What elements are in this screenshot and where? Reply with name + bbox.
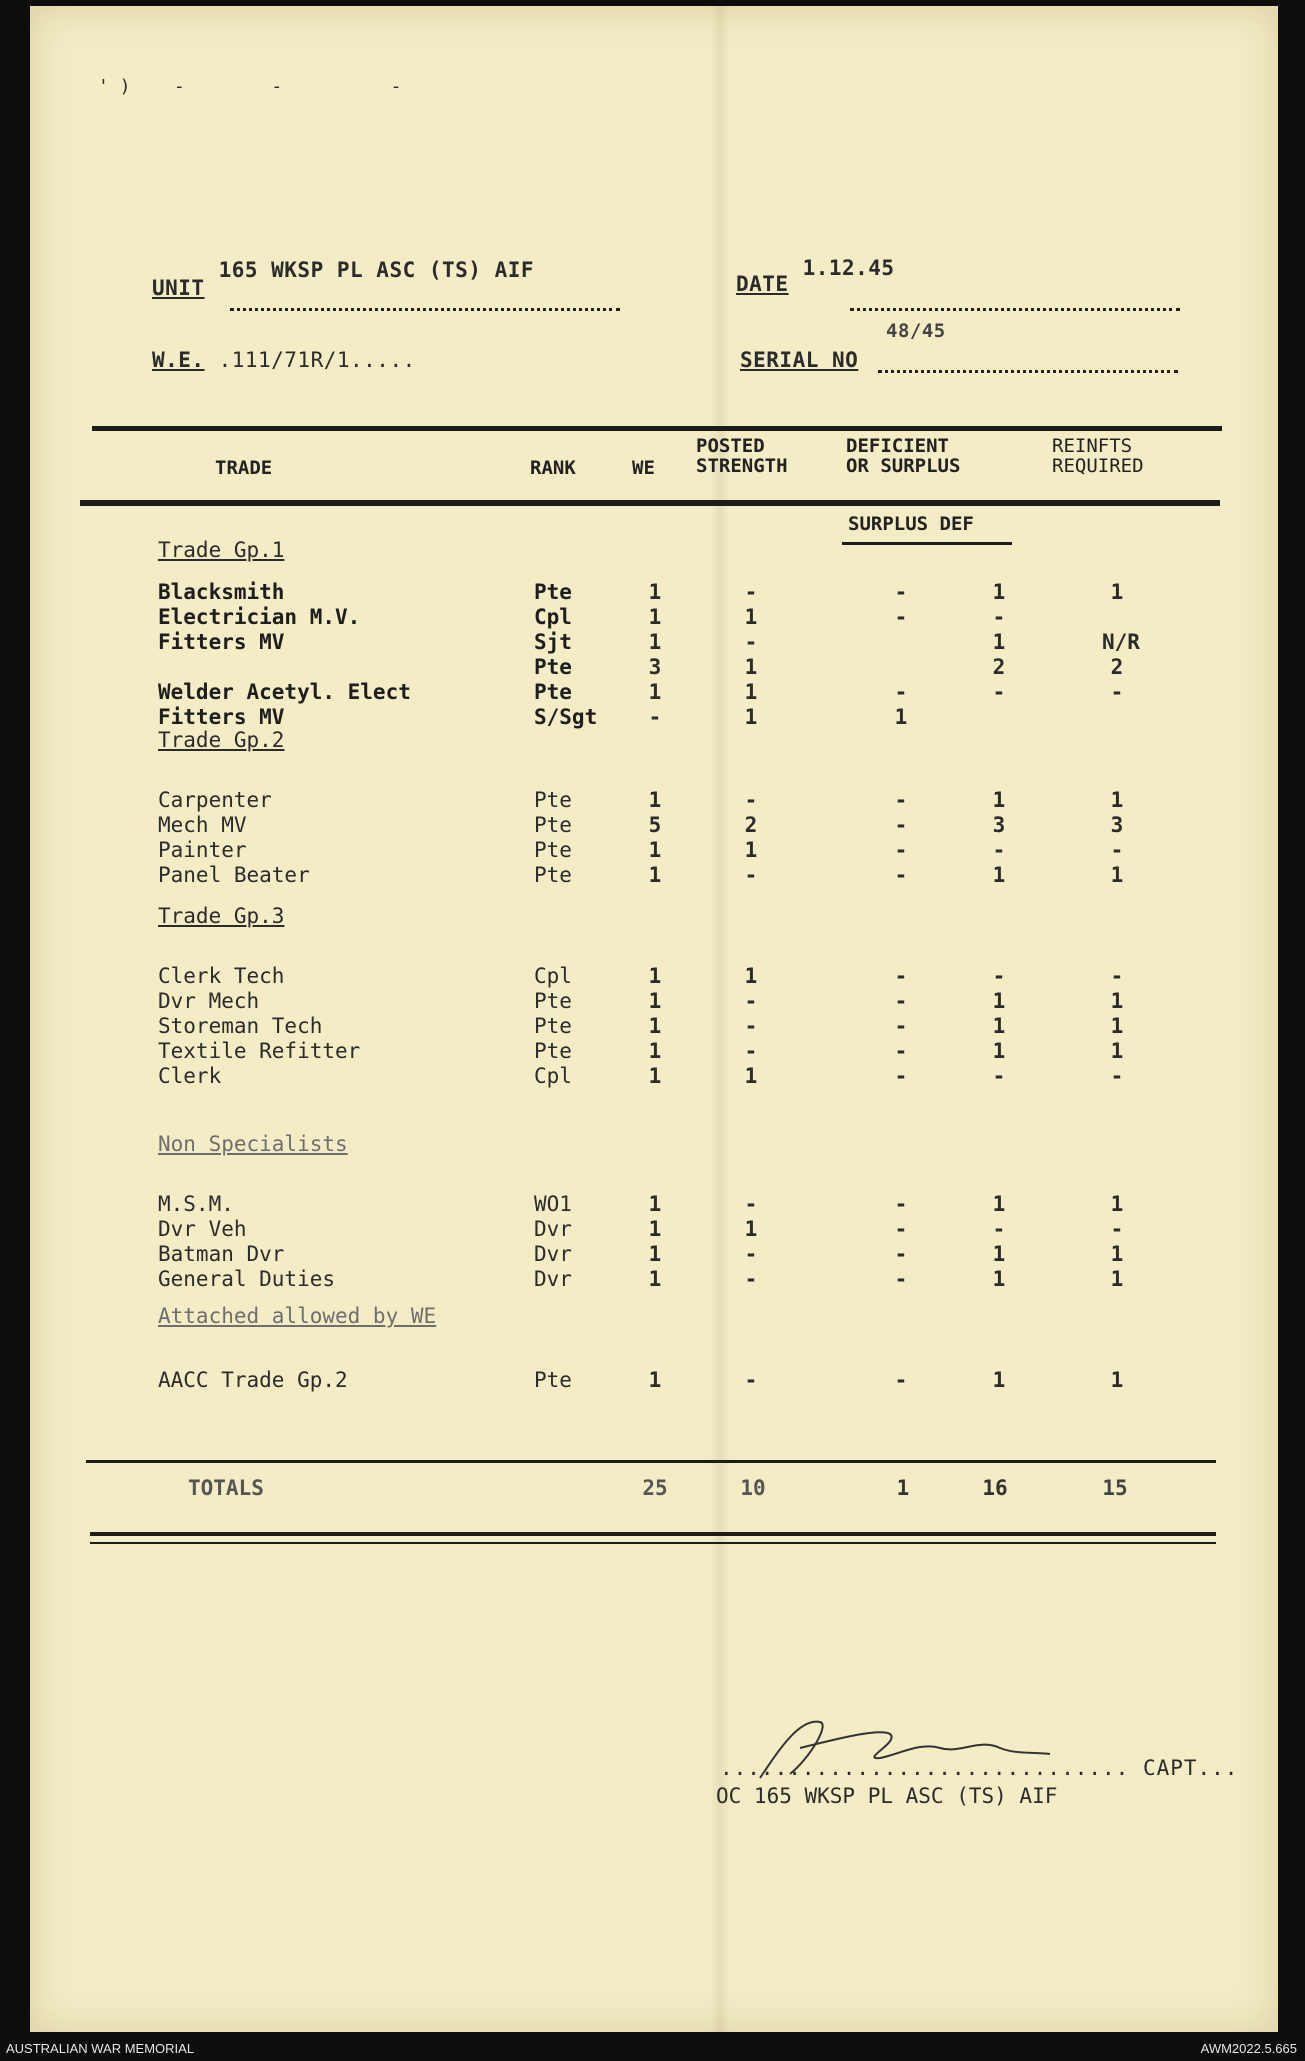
cell-we: 1 xyxy=(648,989,662,1013)
cell-surplus: - xyxy=(894,863,908,887)
cell-req: 2 xyxy=(1110,655,1124,679)
cell-posted: 1 xyxy=(744,655,758,679)
cell-surplus: - xyxy=(894,989,908,1013)
cell-trade: Storeman Tech xyxy=(158,1014,323,1038)
cell-rank: Cpl xyxy=(534,605,572,629)
cell-we: 1 xyxy=(648,1368,662,1392)
unit-value: 165 WKSP PL ASC (TS) AIF xyxy=(218,258,535,282)
serial-value: 48/45 xyxy=(886,320,946,342)
cell-surplus: - xyxy=(894,788,908,812)
cell-posted: 1 xyxy=(744,1064,758,1088)
cell-rank: Pte xyxy=(534,655,572,679)
cell-posted: 2 xyxy=(744,813,758,837)
cell-we: 1 xyxy=(648,1242,662,1266)
cell-req: 1 xyxy=(1110,788,1124,812)
cell-def: 1 xyxy=(992,1192,1006,1216)
cell-rank: Cpl xyxy=(534,964,572,988)
cell-def: 1 xyxy=(992,1014,1006,1038)
surplus-def-rule xyxy=(842,542,1012,545)
totals-req: 15 xyxy=(1102,1476,1128,1500)
totals-label: TOTALS xyxy=(188,1476,264,1500)
signature-title: OC 165 WKSP PL ASC (TS) AIF xyxy=(716,1784,1058,1808)
cell-req: 1 xyxy=(1110,1014,1124,1038)
cell-surplus: - xyxy=(894,1014,908,1038)
cell-req: 1 xyxy=(1110,1267,1124,1291)
cell-surplus: - xyxy=(894,1217,908,1241)
cell-surplus: - xyxy=(894,1192,908,1216)
we-label: W.E. xyxy=(152,348,205,372)
cell-def: 1 xyxy=(992,788,1006,812)
footer-right: AWM2022.5.665 xyxy=(1200,2041,1297,2056)
cell-rank: S/Sgt xyxy=(534,705,598,729)
signature-dots: .............................. CAPT... xyxy=(720,1756,1239,1780)
cell-posted: 1 xyxy=(744,1217,758,1241)
cell-posted: - xyxy=(744,1014,758,1038)
cell-trade: Welder Acetyl. Elect xyxy=(158,680,411,704)
serial-line xyxy=(740,348,872,372)
cell-rank: Dvr xyxy=(534,1267,572,1291)
group-title: Trade Gp.2 xyxy=(158,728,285,752)
cell-posted: - xyxy=(744,1242,758,1266)
col-deficient xyxy=(846,436,960,476)
cell-surplus: - xyxy=(894,605,908,629)
serial-dotted-line xyxy=(878,370,1178,373)
cell-we: 1 xyxy=(648,605,662,629)
date-line xyxy=(736,256,895,296)
cell-rank: Pte xyxy=(534,813,572,837)
cell-rank: Pte xyxy=(534,580,572,604)
cell-def: - xyxy=(992,1217,1006,1241)
totals-def: 16 xyxy=(982,1476,1008,1500)
cell-posted: - xyxy=(744,1192,758,1216)
cell-surplus: - xyxy=(894,964,908,988)
col-reinf xyxy=(1052,436,1144,476)
cell-surplus: - xyxy=(894,1064,908,1088)
cell-we: 1 xyxy=(648,1014,662,1038)
cell-surplus: - xyxy=(894,1368,908,1392)
cell-we: 1 xyxy=(648,838,662,862)
cell-trade: M.S.M. xyxy=(158,1192,234,1216)
group-title: Non Specialists xyxy=(158,1132,348,1156)
cell-req: N/R xyxy=(1102,630,1140,654)
cell-trade: Fitters MV xyxy=(158,630,285,654)
cell-surplus: - xyxy=(894,838,908,862)
cell-req: 1 xyxy=(1110,989,1124,1013)
cell-def: 1 xyxy=(992,863,1006,887)
cell-req: - xyxy=(1110,1217,1124,1241)
col-reinf-1: REINFTS xyxy=(1052,435,1133,457)
cell-we: 1 xyxy=(648,680,662,704)
cell-posted: - xyxy=(744,989,758,1013)
cell-trade: AACC Trade Gp.2 xyxy=(158,1368,348,1392)
totals-posted: 10 xyxy=(740,1476,766,1500)
cell-posted: - xyxy=(744,1267,758,1291)
cell-trade: Carpenter xyxy=(158,788,272,812)
cell-trade: Panel Beater xyxy=(158,863,310,887)
document-page xyxy=(30,6,1278,2032)
cell-surplus: - xyxy=(894,1267,908,1291)
cell-surplus: - xyxy=(894,1039,908,1063)
table-top-rule xyxy=(92,426,1222,431)
cell-req: - xyxy=(1110,964,1124,988)
cell-req: 1 xyxy=(1110,1368,1124,1392)
archive-footer xyxy=(0,2035,1305,2061)
cell-req: 1 xyxy=(1110,1192,1124,1216)
date-label: DATE xyxy=(736,272,789,296)
cell-def: - xyxy=(992,964,1006,988)
cell-req: 1 xyxy=(1110,1242,1124,1266)
cell-we: 1 xyxy=(648,1064,662,1088)
cell-surplus: - xyxy=(894,1242,908,1266)
cell-def: - xyxy=(992,838,1006,862)
col-surplus-def: SURPLUS DEF xyxy=(848,513,974,535)
cell-we: 1 xyxy=(648,964,662,988)
cell-trade: Blacksmith xyxy=(158,580,285,604)
cell-rank: Cpl xyxy=(534,1064,572,1088)
unit-line xyxy=(152,258,535,300)
cell-trade: Mech MV xyxy=(158,813,247,837)
cell-rank: Pte xyxy=(534,1039,572,1063)
cell-rank: Pte xyxy=(534,863,572,887)
totals-top-rule xyxy=(86,1460,1216,1463)
cell-req: 1 xyxy=(1110,1039,1124,1063)
group-title: Trade Gp.1 xyxy=(158,538,285,562)
cell-def: 1 xyxy=(992,1368,1006,1392)
cell-trade: Painter xyxy=(158,838,247,862)
cell-surplus: - xyxy=(894,680,908,704)
cell-trade: General Duties xyxy=(158,1267,336,1291)
cell-trade: Electrician M.V. xyxy=(158,605,361,629)
cell-def: 2 xyxy=(992,655,1006,679)
cell-we: 1 xyxy=(648,1039,662,1063)
cell-posted: 1 xyxy=(744,964,758,988)
cell-def: - xyxy=(992,680,1006,704)
cell-rank: Pte xyxy=(534,1368,572,1392)
cell-posted: - xyxy=(744,788,758,812)
date-dotted-line xyxy=(850,308,1180,311)
cell-req: - xyxy=(1110,838,1124,862)
cell-we: - xyxy=(648,705,662,729)
col-posted-2: STRENGTH xyxy=(696,455,788,477)
cell-rank: Pte xyxy=(534,989,572,1013)
unit-label: UNIT xyxy=(152,276,205,300)
cell-posted: - xyxy=(744,1039,758,1063)
cell-def: 1 xyxy=(992,1267,1006,1291)
cell-def: - xyxy=(992,605,1006,629)
cell-def: 1 xyxy=(992,1242,1006,1266)
col-deficient-2: OR SURPLUS xyxy=(846,455,961,477)
cell-rank: WO1 xyxy=(534,1192,572,1216)
cell-we: 1 xyxy=(648,1217,662,1241)
col-posted xyxy=(696,436,788,476)
cell-rank: Dvr xyxy=(534,1242,572,1266)
cell-surplus: - xyxy=(894,813,908,837)
cell-def: 3 xyxy=(992,813,1006,837)
cell-req: 3 xyxy=(1110,813,1124,837)
cell-we: 1 xyxy=(648,580,662,604)
we-line xyxy=(152,348,416,372)
cell-we: 1 xyxy=(648,630,662,654)
cell-we: 1 xyxy=(648,788,662,812)
cell-we: 1 xyxy=(648,1192,662,1216)
totals-we: 25 xyxy=(642,1476,668,1500)
cell-rank: Pte xyxy=(534,680,572,704)
totals-surplus: 1 xyxy=(896,1476,910,1500)
cell-trade: Dvr Mech xyxy=(158,989,260,1013)
cell-trade: Clerk xyxy=(158,1064,222,1088)
cell-posted: - xyxy=(744,863,758,887)
col-deficient-1: DEFICIENT xyxy=(846,435,949,457)
date-value: 1.12.45 xyxy=(802,256,895,280)
we-value: .111/71R/1..... xyxy=(218,348,416,372)
col-we: WE xyxy=(632,457,655,479)
cell-req: 1 xyxy=(1110,863,1124,887)
cell-posted: - xyxy=(744,630,758,654)
cell-def: - xyxy=(992,1064,1006,1088)
header-bottom-rule xyxy=(80,500,1220,506)
cell-rank: Dvr xyxy=(534,1217,572,1241)
cell-trade: Fitters MV xyxy=(158,705,285,729)
cell-rank: Pte xyxy=(534,838,572,862)
cell-trade: Clerk Tech xyxy=(158,964,285,988)
cell-we: 1 xyxy=(648,863,662,887)
stray-marks: ' ) - - - xyxy=(98,76,402,97)
cell-we: 1 xyxy=(648,1267,662,1291)
cell-def: 1 xyxy=(992,580,1006,604)
cell-rank: Pte xyxy=(534,788,572,812)
col-reinf-2: REQUIRED xyxy=(1052,455,1144,477)
cell-rank: Pte xyxy=(534,1014,572,1038)
col-rank: RANK xyxy=(530,457,576,479)
cell-def: 1 xyxy=(992,989,1006,1013)
cell-posted: 1 xyxy=(744,605,758,629)
totals-bottom-rule-2 xyxy=(90,1542,1216,1544)
cell-trade: Textile Refitter xyxy=(158,1039,361,1063)
cell-req: 1 xyxy=(1110,580,1124,604)
unit-dotted-line xyxy=(230,308,620,311)
cell-surplus: 1 xyxy=(894,705,908,729)
col-posted-1: POSTED xyxy=(696,435,765,457)
cell-def: 1 xyxy=(992,630,1006,654)
cell-trade: Dvr Veh xyxy=(158,1217,247,1241)
cell-posted: 1 xyxy=(744,838,758,862)
cell-rank: Sjt xyxy=(534,630,572,654)
cell-posted: 1 xyxy=(744,705,758,729)
cell-def: 1 xyxy=(992,1039,1006,1063)
serial-label: SERIAL NO xyxy=(740,348,859,372)
group-title: Attached allowed by WE xyxy=(158,1304,437,1328)
cell-req: - xyxy=(1110,680,1124,704)
cell-trade: Batman Dvr xyxy=(158,1242,285,1266)
cell-we: 5 xyxy=(648,813,662,837)
cell-posted: - xyxy=(744,580,758,604)
signature-rank: CAPT. xyxy=(1142,1756,1212,1780)
group-title: Trade Gp.3 xyxy=(158,904,285,928)
cell-surplus: - xyxy=(894,580,908,604)
col-trade: TRADE xyxy=(215,457,273,479)
cell-we: 3 xyxy=(648,655,662,679)
cell-posted: - xyxy=(744,1368,758,1392)
totals-bottom-rule-1 xyxy=(90,1532,1216,1536)
cell-req: - xyxy=(1110,1064,1124,1088)
cell-posted: 1 xyxy=(744,680,758,704)
footer-left: AUSTRALIAN WAR MEMORIAL xyxy=(6,2041,195,2056)
